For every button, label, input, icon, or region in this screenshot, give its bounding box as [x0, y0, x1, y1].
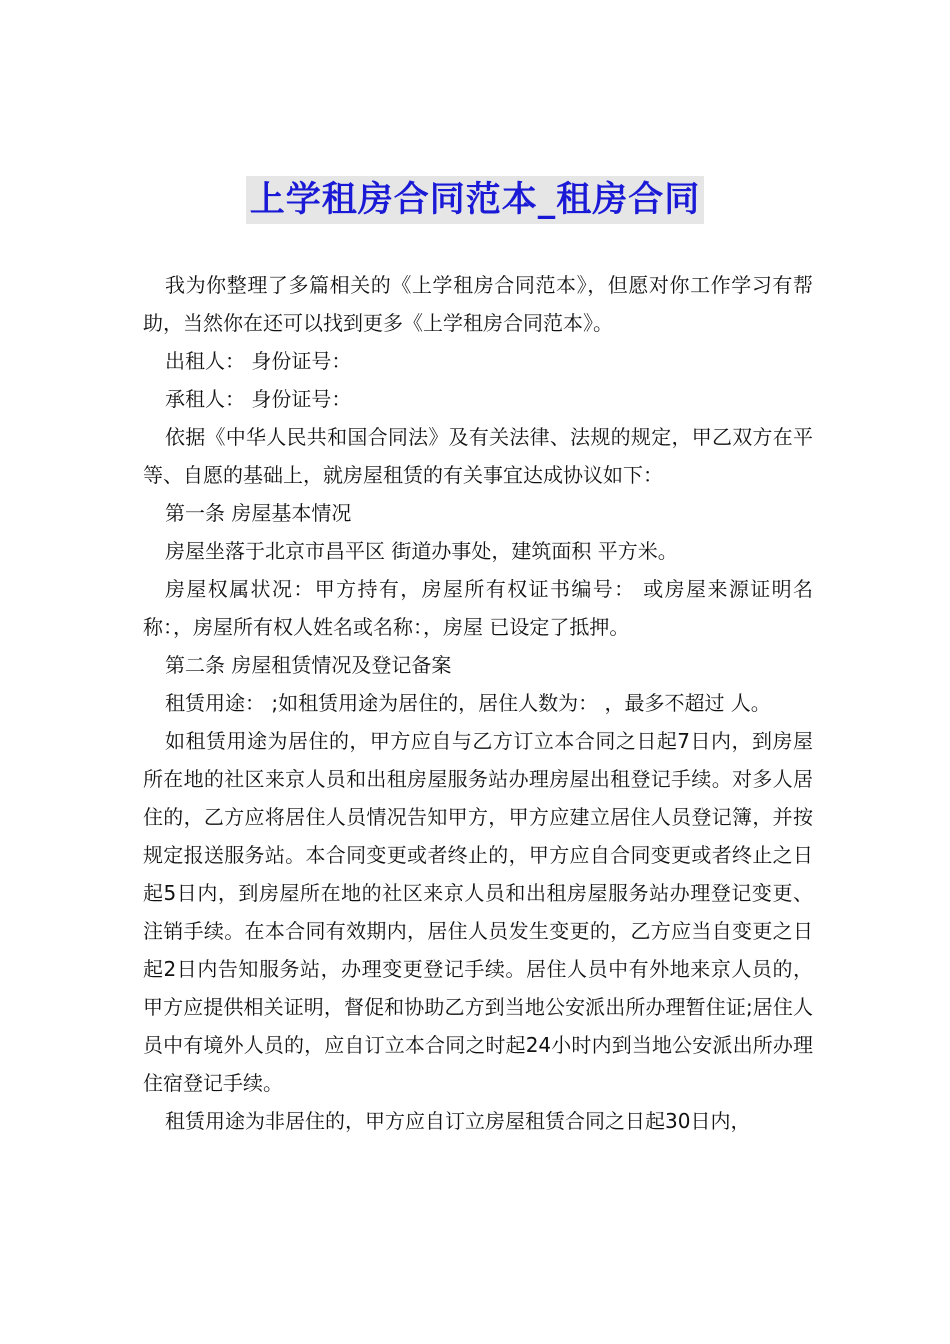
document-title: 上学租房合同范本_租房合同 — [246, 176, 705, 224]
section-heading-2: 第二条 房屋租赁情况及登记备案 — [165, 653, 452, 677]
paragraph-intro: 我为你整理了多篇相关的《上学租房合同范本》，但愿对你工作学习有帮助，当然你在还可以找到更多《上学租房合同范本》。 — [143, 273, 813, 335]
paragraph-nonresidential: 租赁用途为非居住的，甲方应自订立房屋租赁合同之日起30日内， — [165, 1109, 751, 1133]
paragraph-lessor: 出租人： 身份证号： — [165, 349, 352, 373]
paragraph-usage: 租赁用途： ;如租赁用途为居住的，居住人数为： ，最多不超过 人。 — [165, 691, 771, 715]
section-heading-1: 第一条 房屋基本情况 — [165, 501, 352, 525]
paragraph-location: 房屋坐落于北京市昌平区 街道办事处，建筑面积 平方米。 — [165, 539, 678, 563]
paragraph-basis: 依据《中华人民共和国合同法》及有关法律、法规的规定，甲乙双方在平等、自愿的基础上，就房屋租赁的有关事宜达成协议如下： — [143, 425, 813, 487]
paragraph-ownership: 房屋权属状况：甲方持有，房屋所有权证书编号： 或房屋来源证明名称：，房屋所有权人姓名或名称：，房屋 已设定了抵押。 — [143, 577, 813, 639]
paragraph-registration: 如租赁用途为居住的，甲方应自与乙方订立本合同之日起7日内，到房屋所在地的社区来京人员和出租房屋服务站办理房屋出租登记手续。对多人居住的，乙方应将居住人员情况告知甲方，甲方应建立居住人员登记簿，并按规定报送服务站。本合同变更或者终止的，甲方应自合同变更或者终止之日起5日内，到房屋所在地的社区来京人员和出租房屋服务站办理登记变更、注销手续。在本合同有效期内，居住人员发生变更的，乙方应当自变更之日起2日内告知服务站，办理变更登记手续。居住人员中有外地来京人员的，甲方应提供相关证明，督促和协助乙方到当地公安派出所办理暂住证;居住人员中有境外人员的，应自订立本合同之时起24小时内到当地公安派出所办理住宿登记手续。 — [143, 729, 813, 1095]
document-body — [143, 266, 813, 1140]
title-wrap — [0, 176, 950, 224]
paragraph-lessee: 承租人： 身份证号： — [165, 387, 352, 411]
